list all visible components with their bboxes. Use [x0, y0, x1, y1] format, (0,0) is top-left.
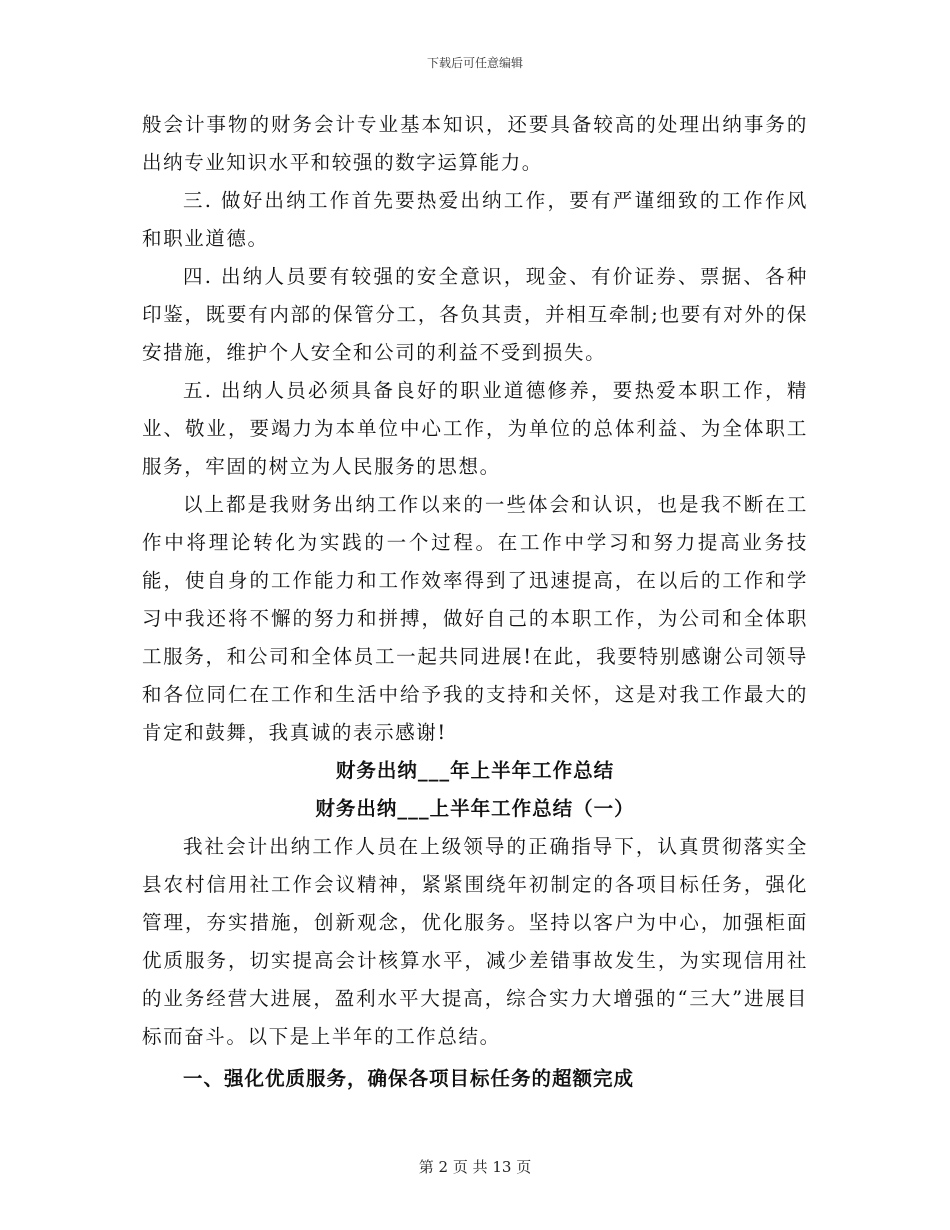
paragraph-intro: 我社会计出纳工作人员在上级领导的正确指导下，认真贯彻落实全县农村信用社工作会议精神，紧紧围绕年初制定的各项目标任务，强化管理，夯实措施，创新观念，优化服务。坚持以客户为中心，加强柜面优质服务，切实提高会计核算水平，减少差错事故发生，为实现信用社的业务经营大进展，盈利水平大提高，综合实力大增强的“三大”进展目标而奋斗。以下是上半年的工作总结。	[142, 835, 808, 1048]
paragraph-point-five: 五. 出纳人员必须具备良好的职业道德修养，要热爱本职工作，精业、敬业，要竭力为本单位中心工作，为单位的总体利益、为全体职工服务，牢固的树立为人民服务的思想。	[142, 379, 808, 478]
page-number: 第 2 页 共 13 页	[418, 1158, 532, 1176]
paragraph-point-four: 四. 出纳人员要有较强的安全意识，现金、有价证券、票据、各种印鉴，既要有内部的保管分工，各负其责，并相互牵制;也要有对外的保安措施，维护个人安全和公司的利益不受到损失。	[142, 265, 808, 364]
paragraph-conclusion: 以上都是我财务出纳工作以来的一些体会和认识，也是我不断在工作中将理论转化为实践的一个过程。在工作中学习和努力提高业务技能，使自身的工作能力和工作效率得到了迅速提高，在以后的工作和学习中我还将不懈的努力和拼搏，做好自己的本职工作，为公司和全体职工服务，和公司和全体员工一起共同进展!在此，我要特别感谢公司领导和各位同仁在工作和生活中给予我的支持和关怀，这是对我工作最大的肯定和鼓舞，我真诚的表示感谢!	[142, 493, 808, 744]
paragraph-continuation: 般会计事物的财务会计专业基本知识，还要具备较高的处理出纳事务的出纳专业知识水平和较强的数字运算能力。	[142, 113, 808, 174]
document-title: 财务出纳___年上半年工作总结	[335, 759, 615, 782]
paragraph-point-three: 三. 做好出纳工作首先要热爱出纳工作，要有严谨细致的工作作风和职业道德。	[142, 189, 808, 250]
document-body	[142, 106, 808, 1098]
section-heading: 一、强化优质服务，确保各项目标任务的超额完成	[182, 1067, 634, 1090]
document-subtitle: 财务出纳___上半年工作总结（一）	[315, 797, 635, 820]
page-header: 下载后可任意编辑	[426, 56, 523, 70]
